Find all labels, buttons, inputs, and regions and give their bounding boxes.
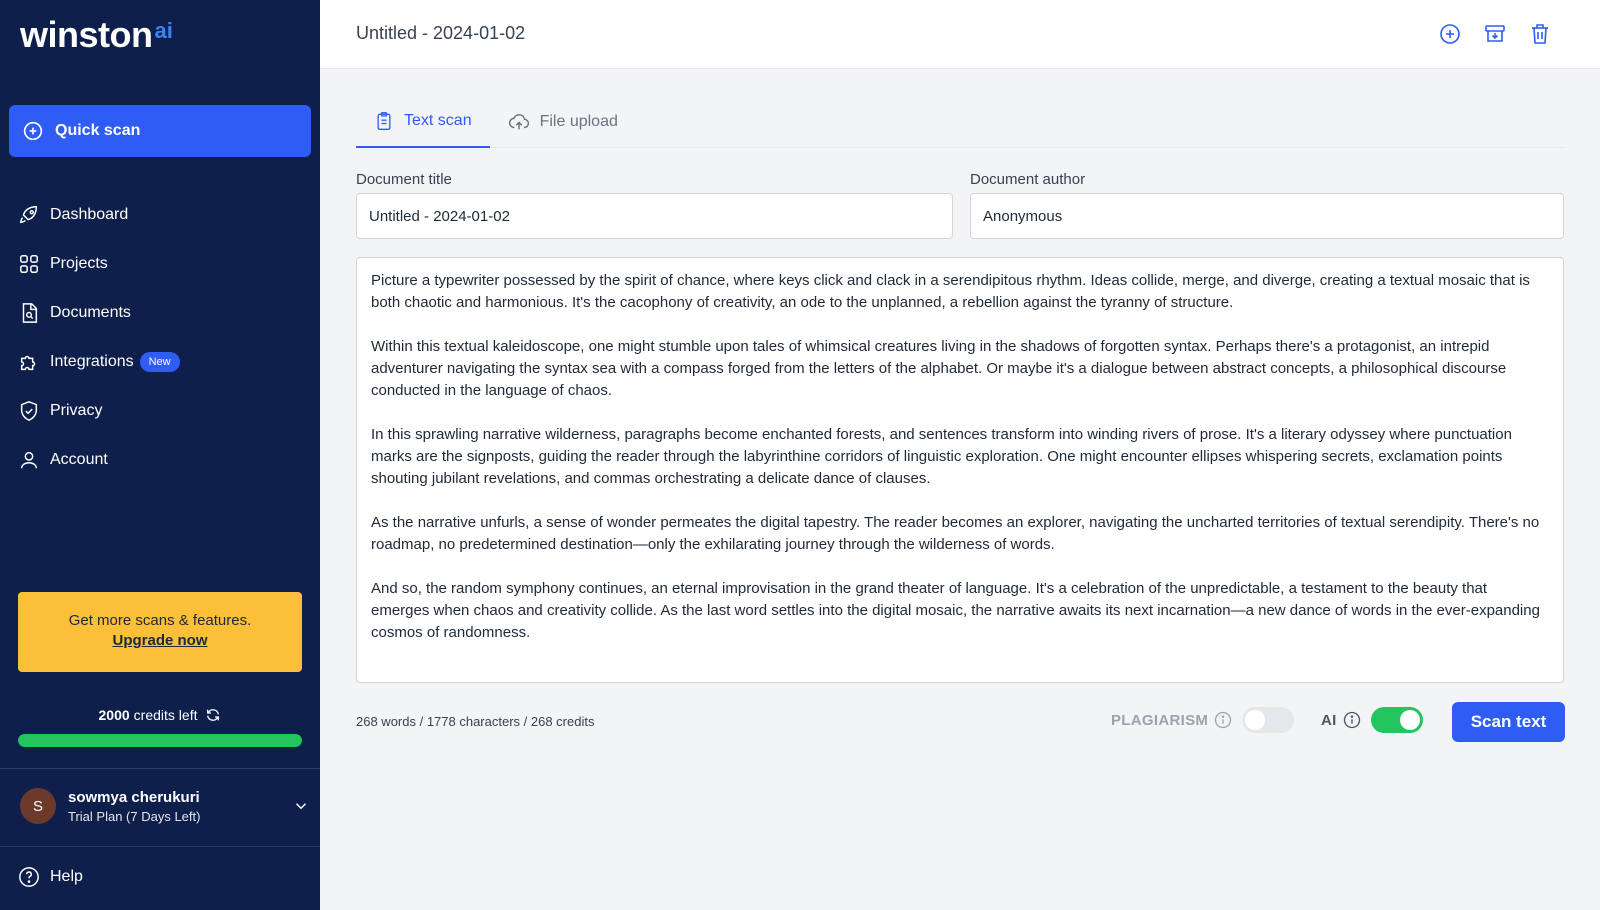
text-paragraph: As the narrative unfurls, a sense of wonder permeates the digital tapestry. The reader becomes an explorer, navigating the uncharted territories of textual serendipity. There's no roadmap, no predetermined destination—only the exhilarating journey through the wilderness of words. [371,514,1540,553]
sidebar-item-integrations[interactable] [0,337,320,386]
word-count: 268 words / 1778 characters / 268 credits [356,714,595,729]
plagiarism-toggle[interactable] [1242,707,1294,733]
tab-text-scan[interactable] [356,96,490,148]
top-header [320,0,1600,69]
credits-count: 2000 [98,707,130,723]
upgrade-link[interactable]: Upgrade now [112,632,208,649]
trash-icon [1528,22,1552,46]
rocket-icon [18,204,40,226]
text-paragraph: In this sprawling narrative wilderness, paragraphs become enchanted forests, and sentences transform into winding rivers of prose. It's a literary odyssey where punctuation marks are the signposts, guiding the reader through the labyrinthine corridors of linguistic exploration. One might encounter ellipses whispering secrets, exclamation points shouting jubilant revelations, and commas orchestrating a delicate dance of clauses. [371,426,1512,487]
plus-circle-icon [1438,22,1462,46]
scan-text-button[interactable]: Scan text [1452,702,1565,742]
sidebar-item-label: Dashboard [50,205,129,223]
ai-toggle-group [1321,707,1423,733]
text-paragraph: Within this textual kaleidoscope, one might stumble upon tales of whimsical creatures living in the shadows of forgotten syntax. Perhaps there's a protagonist, an intrepid adventurer navigating the syntax sea with a compass forged from the letters of the alphabet. Or maybe it's a dialogue between abstract concepts, a philosophical discourse conducted in the language of chaos. [371,338,1507,399]
sidebar-item-documents[interactable] [0,288,320,337]
credits-progress-bar [18,734,302,747]
ai-label: AI [1321,711,1337,729]
logo-text: winston [20,14,153,55]
text-paragraph: Picture a typewriter possessed by the spirit of chance, where keys click and clack in a serendipitous rhythm. Ideas collide, merge, and diverge, creating a textual mosaic that is both chaotic and harmonious. It's the cacophony of creativity, an ode to the unplanned, a rebellion against the tyranny of structure. [371,272,1530,311]
document-author-input[interactable] [970,193,1564,239]
credits-suffix: credits left [133,707,198,723]
scan-tabs [356,96,1564,148]
credits-counter [0,707,320,723]
info-icon[interactable] [1214,711,1232,729]
sidebar-item-projects[interactable] [0,239,320,288]
document-title-label: Document title [356,171,452,188]
quick-scan-label: Quick scan [55,122,141,139]
text-paragraph: And so, the random symphony continues, an eternal improvisation in the grand theater of language. It's a celebration of the unpredictable, a testament to the beauty that emerges when chaos and creativity collide. As the last word settles into the digital mosaic, the narrative awaits its next incarnation—a new dance of words in the ever-expanding cosmos of randomness. [371,580,1540,641]
logo-suffix: ai [154,18,173,43]
user-info [68,789,292,824]
tab-label: Text scan [404,112,472,129]
logo[interactable] [20,14,173,56]
divider [0,846,320,847]
plus-circle-icon [23,121,43,141]
sidebar-item-label: Documents [50,303,131,321]
delete-button[interactable] [1528,22,1552,46]
sidebar-item-label: Projects [50,254,108,272]
sidebar-item-privacy[interactable] [0,386,320,435]
credits-progress-fill [18,734,302,747]
scan-text-area[interactable] [356,257,1564,683]
shield-icon [18,400,40,422]
sidebar-item-account[interactable] [0,435,320,484]
refresh-icon[interactable] [205,707,221,723]
sidebar-item-dashboard[interactable] [0,190,320,239]
header-actions [1438,22,1552,46]
page-title: Untitled - 2024-01-02 [356,23,526,43]
grid-icon [18,253,40,275]
toggle-knob [1245,710,1265,730]
user-name: sowmya cherukuri [68,788,200,806]
plagiarism-label: PLAGIARISM [1111,711,1209,729]
new-badge: New [140,352,180,372]
upgrade-banner [18,592,302,672]
sidebar-item-label: Account [50,450,108,468]
ai-toggle[interactable] [1371,707,1423,733]
chevron-down-icon[interactable] [292,797,310,815]
puzzle-icon [18,351,40,373]
document-author-label: Document author [970,171,1086,188]
document-title-input[interactable] [356,193,953,239]
sidebar-nav [0,190,320,484]
tab-label: File upload [539,113,618,130]
plagiarism-toggle-group [1111,707,1294,733]
user-icon [18,449,40,471]
help-label: Help [50,868,83,885]
sidebar [0,0,320,910]
user-plan: Trial Plan (7 Days Left) [68,808,201,824]
avatar: S [20,788,56,824]
upgrade-text: Get more scans & features. [68,612,252,629]
divider [0,768,320,769]
clipboard-icon [374,111,394,131]
toggle-knob [1400,710,1420,730]
sidebar-item-label: Privacy [50,401,103,419]
cloud-upload-icon [508,111,530,133]
document-icon [18,302,40,324]
add-document-button[interactable] [1438,22,1462,46]
sidebar-item-label: Integrations [50,352,134,370]
help-link[interactable] [18,866,83,888]
tab-file-upload[interactable] [490,96,636,148]
archive-button[interactable] [1483,22,1507,46]
archive-icon [1483,22,1507,46]
user-menu[interactable] [20,786,310,826]
info-icon[interactable] [1343,711,1361,729]
quick-scan-button[interactable] [9,105,311,157]
help-circle-icon [18,866,40,888]
